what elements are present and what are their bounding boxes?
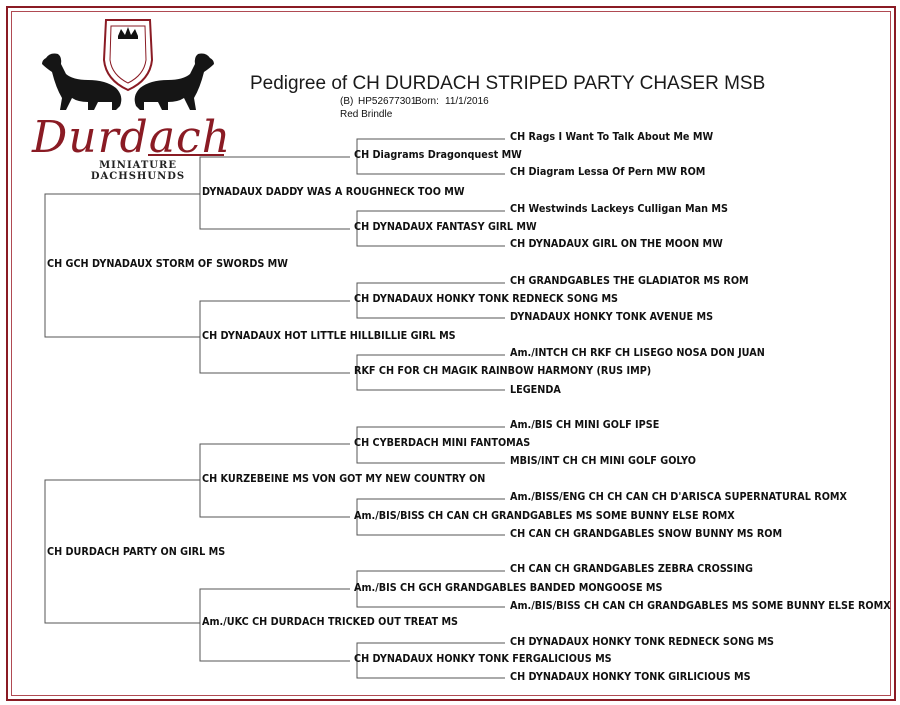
- sssd-name: CH Diagram Lessa Of Pern MW ROM: [510, 166, 706, 178]
- ddds-name: CH DYNADAUX HONKY TONK REDNECK SONG MS: [510, 636, 775, 648]
- sdds-name: Am./INTCH CH RKF CH LISEGO NOSA DON JUAN: [510, 347, 765, 359]
- brand-name: Durdach: [32, 112, 232, 163]
- sire-sire-sire-name: CH Diagrams Dragonquest MW: [354, 149, 522, 161]
- ssss-name: CH Rags I Want To Talk About Me MW: [510, 131, 714, 143]
- ssds-name: CH Westwinds Lackeys Culligan Man MS: [510, 203, 728, 215]
- dssd-name: MBIS/INT CH CH MINI GOLF GOLYO: [510, 455, 696, 467]
- color: Red Brindle: [340, 109, 393, 120]
- sire-dam-sire-name: CH DYNADAUX HONKY TONK REDNECK SONG MS: [354, 293, 619, 305]
- brand-subtitle: MINIATURE DACHSHUNDS: [90, 160, 186, 182]
- sddd-name: LEGENDA: [510, 384, 561, 396]
- dsss-name: Am./BIS CH MINI GOLF IPSE: [510, 419, 660, 431]
- sire-dam-name: CH DYNADAUX HOT LITTLE HILLBILLIE GIRL MS: [202, 330, 456, 342]
- pedigree-title: Pedigree of CH DURDACH STRIPED PARTY CHASER MSB: [250, 73, 766, 94]
- dam-sire-name: CH KURZEBEINE MS VON GOT MY NEW COUNTRY ON: [202, 473, 486, 485]
- sdss-name: CH GRANDGABLES THE GLADIATOR MS ROM: [510, 275, 749, 287]
- ddsd-name: Am./BIS/BISS CH CAN CH GRANDGABLES MS SOME BUNNY ELSE ROMX: [510, 600, 891, 612]
- dam-dam-sire-name: Am./BIS CH GCH GRANDGABLES BANDED MONGOOSE MS: [354, 582, 663, 594]
- dam-dam-dam-name: CH DYNADAUX HONKY TONK FERGALICIOUS MS: [354, 653, 612, 665]
- dsdd-name: CH CAN CH GRANDGABLES SNOW BUNNY MS ROM: [510, 528, 783, 540]
- dddd-name: CH DYNADAUX HONKY TONK GIRLICIOUS MS: [510, 671, 751, 683]
- sdsd-name: DYNADAUX HONKY TONK AVENUE MS: [510, 311, 714, 323]
- dam-name: CH DURDACH PARTY ON GIRL MS: [47, 546, 226, 558]
- registration-number: HP52677301: [358, 96, 417, 107]
- sire-sire-name: DYNADAUX DADDY WAS A ROUGHNECK TOO MW: [202, 186, 465, 198]
- born-label: Born:: [415, 96, 439, 107]
- sire-sire-dam-name: CH DYNADAUX FANTASY GIRL MW: [354, 221, 537, 233]
- birth-date: 11/1/2016: [445, 96, 489, 107]
- dsds-name: Am./BISS/ENG CH CH CAN CH D'ARISCA SUPERNATURAL ROMX: [510, 491, 847, 503]
- ssdd-name: CH DYNADAUX GIRL ON THE MOON MW: [510, 238, 723, 250]
- ddss-name: CH CAN CH GRANDGABLES ZEBRA CROSSING: [510, 563, 753, 575]
- sex: (B): [340, 96, 354, 107]
- dam-dam-name: Am./UKC CH DURDACH TRICKED OUT TREAT MS: [202, 616, 459, 628]
- sire-name: CH GCH DYNADAUX STORM OF SWORDS MW: [47, 258, 288, 270]
- sire-dam-dam-name: RKF CH FOR CH MAGIK RAINBOW HARMONY (RUS IMP): [354, 365, 652, 377]
- dam-sire-sire-name: CH CYBERDACH MINI FANTOMAS: [354, 437, 531, 449]
- dam-sire-dam-name: Am./BIS/BISS CH CAN CH GRANDGABLES MS SOME BUNNY ELSE ROMX: [354, 510, 735, 522]
